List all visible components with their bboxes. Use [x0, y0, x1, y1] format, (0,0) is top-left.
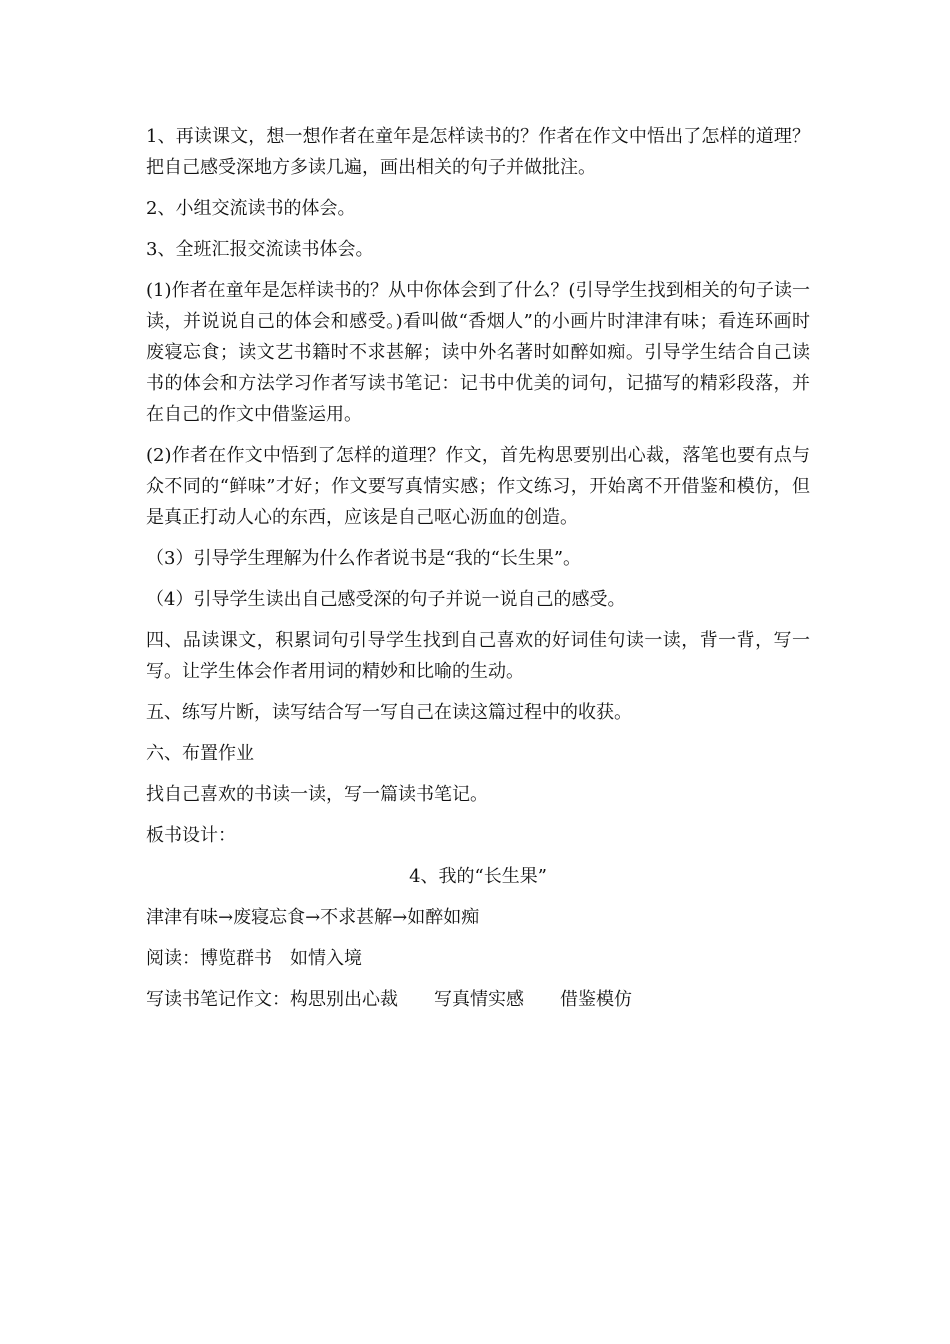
board-line-1: 津津有味→废寝忘食→不求甚解→如醉如痴: [146, 907, 480, 928]
paragraph-6: （3）引导学生理解为什么作者说书是“我的“长生果”。: [146, 548, 582, 569]
paragraph-10: 六、布置作业: [146, 743, 254, 764]
paragraph-12: 板书设计：: [146, 825, 236, 846]
board-line-3-label: 写读书笔记作文：构思别出心裁: [146, 989, 398, 1010]
paragraph-1: 1、再读课文，想一想作者在童年是怎样读书的？作者在作文中悟出了怎样的道理？把自己感受深地方多读几遍，画出相关的句子并做批注。: [146, 126, 810, 178]
document-page: [146, 121, 810, 1025]
paragraph-3: 3、全班汇报交流读书体会。: [146, 239, 374, 260]
paragraph-11: 找自己喜欢的书读一读，写一篇读书笔记。: [146, 784, 488, 805]
board-line-2-label: 阅读：博览群书: [146, 948, 272, 969]
board-title: 4、我的“长生果”: [409, 866, 547, 887]
paragraph-7: （4）引导学生读出自己感受深的句子并说一说自己的感受。: [146, 589, 626, 610]
paragraph-4: (1)作者在童年是怎样读书的？从中你体会到了什么？(引导学生找到相关的句子读一读，并说说自己的体会和感受。)看叫做“香烟人”的小画片时津津有味；看连环画时废寝忘食；读文艺书籍时不求甚解；读中外名著时如醉如痴。引导学生结合自己读书的体会和方法学习作者写读书笔记：记书中优美的词句，记描写的精彩段落，并在自己的作文中借鉴运用。: [146, 280, 810, 425]
paragraph-5: (2)作者在作文中悟到了怎样的道理？作文，首先构思要别出心裁，落笔也要有点与众不同的“鲜味”才好；作文要写真情实感；作文练习，开始离不开借鉴和模仿，但是真正打动人心的东西，应该是自己呕心沥血的创造。: [146, 445, 810, 528]
board-line-2: [146, 943, 810, 974]
paragraph-8: 四、品读课文，积累词句引导学生找到自己喜欢的好词佳句读一读，背一背，写一写。让学生体会作者用词的精妙和比喻的生动。: [146, 630, 810, 682]
board-line-2-item: 如情入境: [290, 948, 362, 969]
board-line-3: [146, 984, 810, 1015]
paragraph-2: 2、小组交流读书的体会。: [146, 198, 356, 219]
board-line-3-item-1: 写真情实感: [434, 989, 524, 1010]
paragraph-9: 五、练写片断，读写结合写一写自己在读这篇过程中的收获。: [146, 702, 632, 723]
board-line-3-item-2: 借鉴模仿: [560, 989, 632, 1010]
